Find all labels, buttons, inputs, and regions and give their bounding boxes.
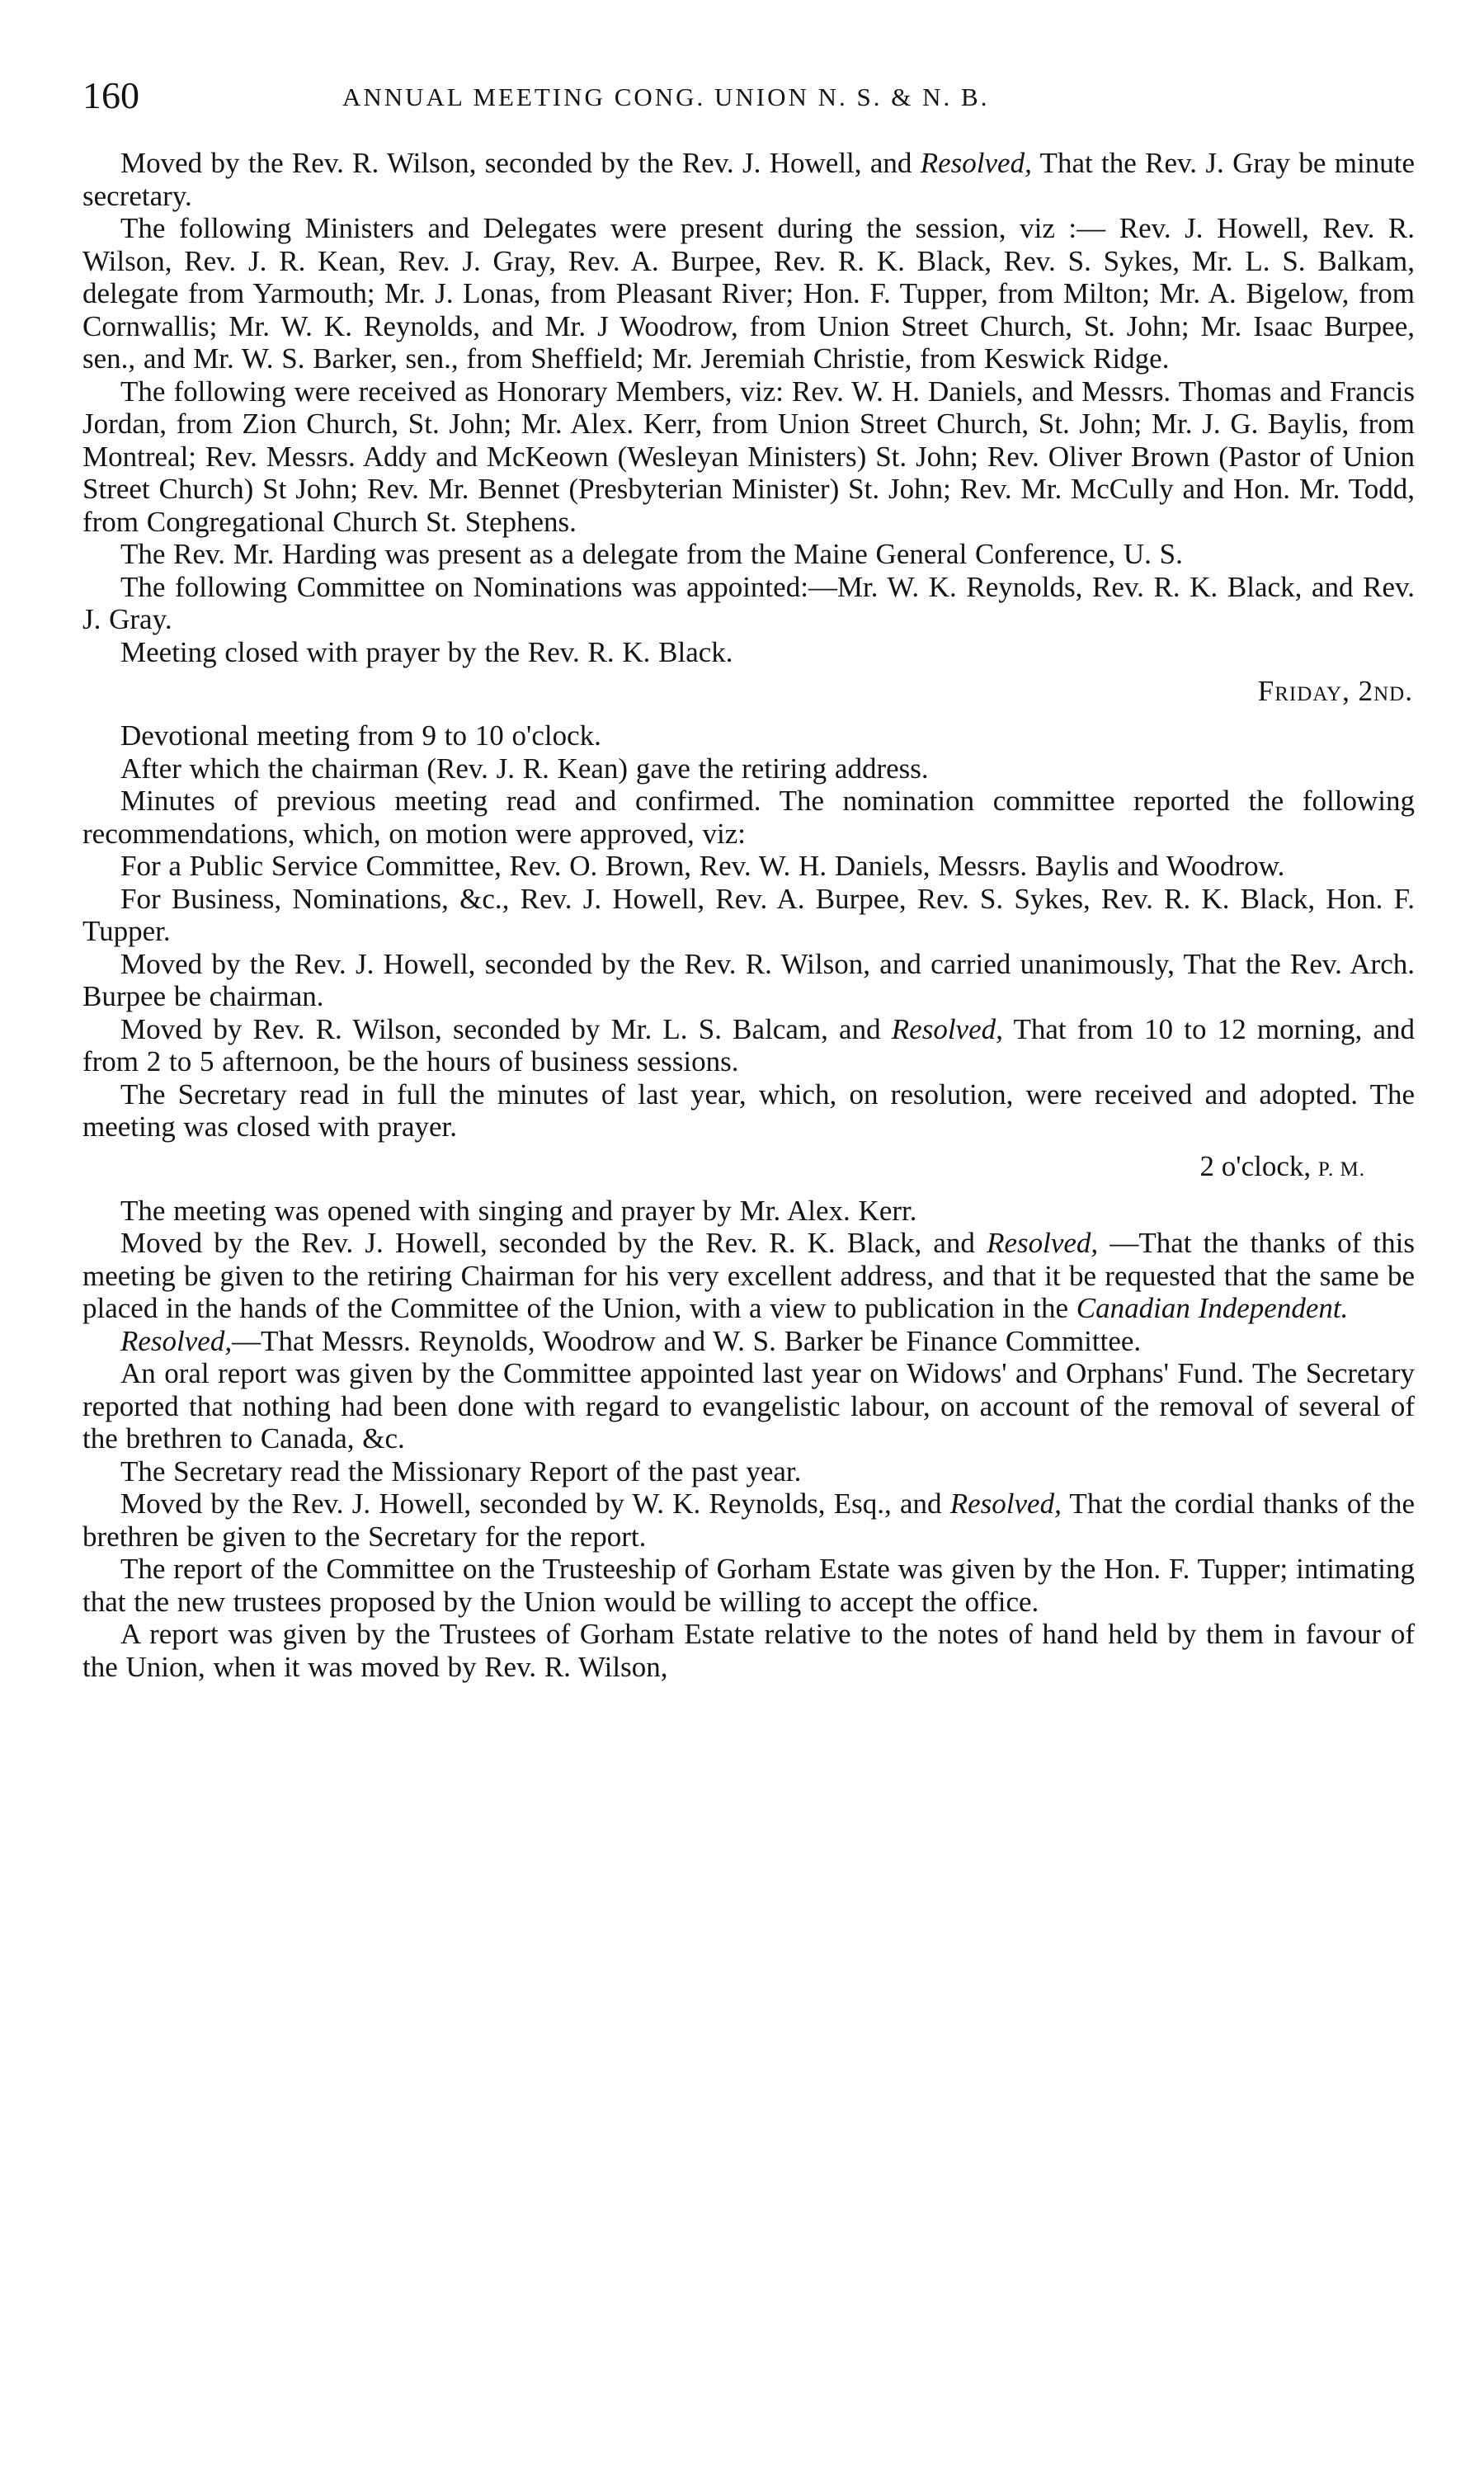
paragraph-gorham-notes: A report was given by the Trustees of Gorham Estate relative to the notes of hand held by them in favour of the Union, when it was moved by Rev. R. Wilson, [82,1618,1415,1683]
paragraph-last-year-minutes: The Secretary read in full the minutes of last year, which, on resolution, were received and adopted. The meeting was closed with prayer. [82,1077,1415,1143]
text-run: Moved by the Rev. J. Howell, seconded by W. K. Reynolds, Esq., and [120,1488,950,1520]
paragraph-missionary-report: The Secretary read the Missionary Report of the past year. [120,1455,802,1488]
text-run: That the cordial thanks of the brethren be given to the Secretary for the report. [82,1488,1415,1553]
resolved-italic: Resolved, [920,147,1032,179]
paragraph-opening-singing: The meeting was opened with singing and prayer by Mr. Alex. Kerr. [120,1194,917,1227]
paragraph-thanks-chairman [82,1227,1415,1325]
paragraph-session-hours [82,1013,1415,1078]
paragraph-finance-committee [82,1325,1415,1358]
text-run: That the Rev. J. Gray be minute secretary. [82,147,1415,212]
resolved-italic: Resolved, [120,1324,233,1357]
time-pm: P. M. [1317,1157,1365,1181]
text-run: Moved by the Rev. J. Howell, seconded by the Rev. R. K. Black, and [120,1227,987,1259]
paragraph-attendees: The following Ministers and Delegates were present during the session, viz :— Rev. J. Howell, Rev. R. Wilson, Rev. J. R. Kean, Rev. J. Gray, Rev. A. Burpee, Rev. R. K. Black, Rev. S. Sykes, Mr. L. S. Balkam, delegate from Yarmouth; Mr. J. Lonas, from Pleasant River; Hon. F. Tupper, from Milton; Mr. A. Bigelow, from Cornwallis; Mr. W. K. Reynolds, and Mr. J Woodrow, from Union Street Church, St. John; Mr. Isaac Burpee, sen., and Mr. W. S. Barker, sen., from Sheffield; Mr. Jeremiah Christie, from Keswick Ridge. [82,212,1415,375]
time-heading [82,1150,1415,1186]
time-text: 2 o'clock, [1199,1149,1318,1182]
paragraph-closing-prayer: Meeting closed with prayer by the Rev. R. K. Black. [120,635,733,668]
paragraph-gorham-trusteeship: The report of the Committee on the Trusteeship of Gorham Estate was given by the Hon. F. Tupper; intimating that the new trustees proposed by the Union would be willing to accept the office. [82,1553,1415,1618]
text-run: That from 10 to 12 morning, and from 2 to 5 afternoon, be the hours of business sessions. [82,1012,1415,1077]
text-run: —That the thanks of this meeting be given to the retiring Chairman for his very excellent address, and that it be requested that the same be placed in the hands of the Committee of the Union, with a view to publication in the [82,1227,1415,1324]
paragraph-devotional: Devotional meeting from 9 to 10 o'clock. [120,719,601,752]
resolved-italic: Resolved, [949,1488,1062,1520]
paragraph-nominations-committee: The following Committee on Nominations was appointed:—Mr. W. K. Reynolds, Rev. R. K. Black, and Rev. J. Gray. [82,570,1415,635]
journal-title-italic: Canadian Independent. [1076,1292,1349,1324]
running-head: ANNUAL MEETING CONG. UNION N. S. & N. B. [342,83,990,111]
minutes-body [82,147,1415,1683]
resolved-italic: Resolved, [987,1227,1099,1259]
dateline-friday [82,675,1415,708]
paragraph-minutes-confirmed: Minutes of previous meeting read and confirmed. The nomination committee reported the following recommendations, which, on motion were approved, viz: [82,785,1415,850]
text-run: Moved by the Rev. R. Wilson, seconded by the Rev. J. Howell, and [120,147,921,179]
paragraph-minute-secretary [82,147,1415,212]
paragraph-retiring-address: After which the chairman (Rev. J. R. Kean) gave the retiring address. [120,752,929,785]
page-header [82,71,1419,120]
paragraph-honorary-members: The following were received as Honorary Members, viz: Rev. W. H. Daniels, and Messrs. Thomas and Francis Jordan, from Zion Church, St. John; Mr. Alex. Kerr, from Union Street Church, St. John; Mr. J. G. Baylis, from Montreal; Rev. Messrs. Addy and McKeown (Wesleyan Ministers) St. John; Rev. Oliver Brown (Pastor of Union Street Church) St John; Rev. Mr. Bennet (Presbyterian Minister) St. John; Rev. Mr. McCully and Hon. Mr. Todd, from Congregational Church St. Stephens. [82,375,1415,538]
dateline-text: Friday, 2nd. [1257,675,1413,707]
text-run: —That Messrs. Reynolds, Woodrow and W. S. Barker be Finance Committee. [232,1324,1142,1357]
paragraph-maine-delegate: The Rev. Mr. Harding was present as a delegate from the Maine General Conference, U. S. [120,538,1183,570]
resolved-italic: Resolved, [891,1012,1003,1045]
paragraph-widows-fund: An oral report was given by the Committee appointed last year on Widows' and Orphans' Fund. The Secretary reported that nothing had been done with regard to evangelistic labour, on account of the removal of several of the brethren to Canada, &c. [82,1357,1415,1455]
text-run: Moved by Rev. R. Wilson, seconded by Mr. L. S. Balcam, and [120,1012,892,1045]
paragraph-thanks-secretary [82,1488,1415,1553]
paragraph-chairman-elected: Moved by the Rev. J. Howell, seconded by the Rev. R. Wilson, and carried unanimously, That the Rev. Arch. Burpee be chairman. [82,947,1415,1012]
paragraph-business-committee: For Business, Nominations, &c., Rev. J. Howell, Rev. A. Burpee, Rev. S. Sykes, Rev. R. K. Black, Hon. F. Tupper. [82,882,1415,947]
page-number: 160 [82,74,139,116]
paragraph-public-service-committee: For a Public Service Committee, Rev. O. Brown, Rev. W. H. Daniels, Messrs. Baylis and Woodrow. [120,850,1285,882]
